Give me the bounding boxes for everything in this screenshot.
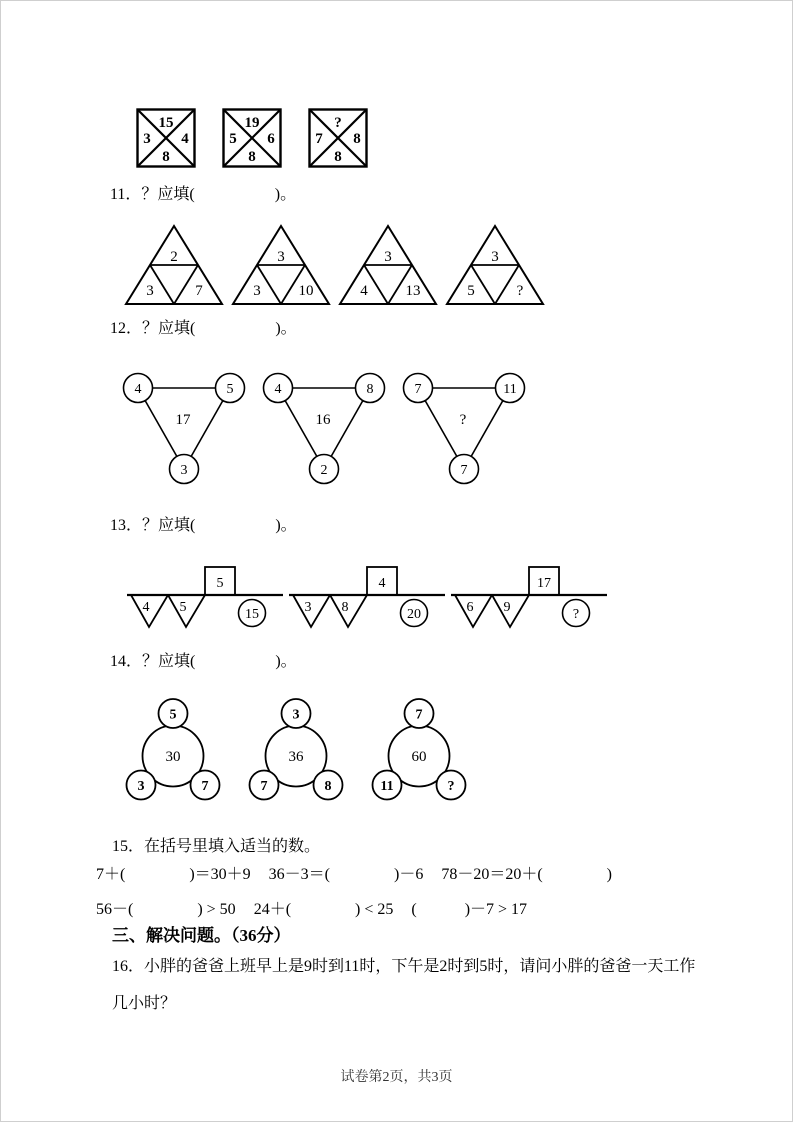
question-13-label: 13．？应填( )。 <box>110 517 297 534</box>
figure-number: 30 <box>165 749 181 765</box>
section-3-heading: 三、解决问题。（36分） <box>112 926 291 945</box>
figure-number: 16 <box>315 412 331 428</box>
q13-circle-triangle-figure <box>120 370 530 486</box>
q11-cross-squares-figure <box>136 108 368 168</box>
figure-number: 6 <box>267 131 275 147</box>
q15-equation-row-1 <box>96 861 626 884</box>
figure-number: 3 <box>253 283 261 299</box>
figure-number: 8 <box>366 382 374 397</box>
q15-circle-cluster-figure <box>125 697 467 802</box>
circle-vertex-triangle-diagram <box>120 370 250 486</box>
down-triangle <box>455 595 492 627</box>
equation-fill-blank: 7＋( )＝30＋9 <box>96 866 251 883</box>
figure-number: 3 <box>137 779 145 794</box>
circle-cluster-diagram <box>125 697 221 802</box>
figure-number: 60 <box>411 749 427 765</box>
figure-number: 3 <box>304 600 312 615</box>
figure-number: 11 <box>380 779 394 794</box>
figure-number: 3 <box>146 283 154 299</box>
figure-number: 15 <box>158 115 174 131</box>
figure-number: 15 <box>245 607 259 622</box>
question-12-label: 12．？应填( )。 <box>110 320 297 337</box>
inner-line <box>495 265 519 304</box>
figure-number: 11 <box>503 382 517 397</box>
circle-cluster-diagram <box>371 697 467 802</box>
cross-square-diagram <box>308 108 368 168</box>
figure-number: 2 <box>170 249 178 265</box>
number-line-figure-diagram <box>287 560 447 638</box>
figure-number: 5 <box>169 707 177 723</box>
figure-number: 6 <box>466 600 474 615</box>
circle-vertex-triangle-diagram <box>400 370 530 486</box>
figure-number: 13 <box>405 283 421 299</box>
figure-number: 9 <box>503 600 511 615</box>
figure-number: 19 <box>244 115 260 131</box>
figure-number: ? <box>459 412 467 428</box>
figure-number: ? <box>572 607 580 622</box>
figure-number: 17 <box>537 576 551 591</box>
figure-number: 5 <box>229 131 237 147</box>
equation-fill-blank: 24＋( ) < 25 <box>253 901 394 918</box>
figure-number: 4 <box>181 131 189 147</box>
number-line-figure-diagram <box>449 560 609 638</box>
figure-number: 7 <box>460 463 468 478</box>
figure-number: 8 <box>324 779 332 794</box>
figure-number: 4 <box>378 576 386 591</box>
figure-number: 8 <box>162 149 170 165</box>
down-triangle <box>131 595 168 627</box>
down-triangle <box>492 595 529 627</box>
circle-cluster-diagram <box>248 697 344 802</box>
figure-number: 8 <box>248 149 256 165</box>
figure-number: 7 <box>415 707 423 723</box>
figure-number: 5 <box>216 576 224 591</box>
equation-fill-blank: 56－( ) > 50 <box>96 901 236 918</box>
figure-number: 8 <box>353 131 361 147</box>
figure-number: 3 <box>384 249 392 265</box>
figure-number: 5 <box>226 382 234 397</box>
cross-square-diagram <box>222 108 282 168</box>
figure-number: 7 <box>260 779 268 794</box>
figure-number: 3 <box>143 131 151 147</box>
figure-number: 8 <box>341 600 349 615</box>
figure-number: 3 <box>277 249 285 265</box>
equation-fill-blank: 78－20＝20＋( ) <box>441 866 613 883</box>
figure-number: 7 <box>414 382 422 397</box>
figure-number: 3 <box>491 249 499 265</box>
figure-number: 4 <box>142 600 150 615</box>
triforce-triangle-diagram <box>445 224 545 306</box>
figure-number: 10 <box>298 283 314 299</box>
figure-number: 4 <box>134 382 142 397</box>
triforce-triangle-diagram <box>338 224 438 306</box>
figure-number: 36 <box>288 749 304 765</box>
figure-number: 8 <box>334 149 342 165</box>
figure-number: 4 <box>360 283 368 299</box>
figure-number: 20 <box>407 607 421 622</box>
figure-number: ? <box>334 115 342 131</box>
cross-square-diagram <box>136 108 196 168</box>
figure-number: 3 <box>180 463 188 478</box>
q14-line-figure <box>125 560 609 638</box>
question-11-label: 11．？应填( )。 <box>110 186 297 203</box>
question-14-label: 14．？应填( )。 <box>110 653 297 670</box>
figure-number: ? <box>516 283 524 299</box>
page-footer: 试卷第2页，共3页 <box>340 1070 453 1085</box>
figure-number: 17 <box>175 412 191 428</box>
figure-number: 3 <box>292 707 300 723</box>
triforce-triangle-diagram <box>231 224 331 306</box>
circle-vertex-triangle-diagram <box>260 370 390 486</box>
figure-number: 5 <box>467 283 475 299</box>
figure-number: 4 <box>274 382 282 397</box>
figure-number: 5 <box>179 600 187 615</box>
number-line-figure-diagram <box>125 560 285 638</box>
figure-number: ? <box>447 779 455 794</box>
down-triangle <box>330 595 367 627</box>
down-triangle <box>293 595 330 627</box>
figure-number: 7 <box>201 779 209 794</box>
question-15-label: 15．在括号里填入适当的数。 <box>112 838 321 855</box>
question-16-text: 16．小胖的爸爸上班早上是9时到11时，下午是2时到5时，请问小胖的爸爸一天工作几小时？ <box>112 958 696 1012</box>
equation-fill-blank: 36－3＝( )－6 <box>268 866 424 883</box>
down-triangle <box>168 595 205 627</box>
q12-triforce-figure <box>124 224 545 306</box>
figure-number: 7 <box>195 283 203 299</box>
q15-equation-row-2 <box>96 896 541 919</box>
figure-number: 7 <box>315 131 323 147</box>
figure-number: 2 <box>320 463 328 478</box>
triforce-triangle-diagram <box>124 224 224 306</box>
equation-fill-blank: ( )－7 > 17 <box>411 901 528 918</box>
